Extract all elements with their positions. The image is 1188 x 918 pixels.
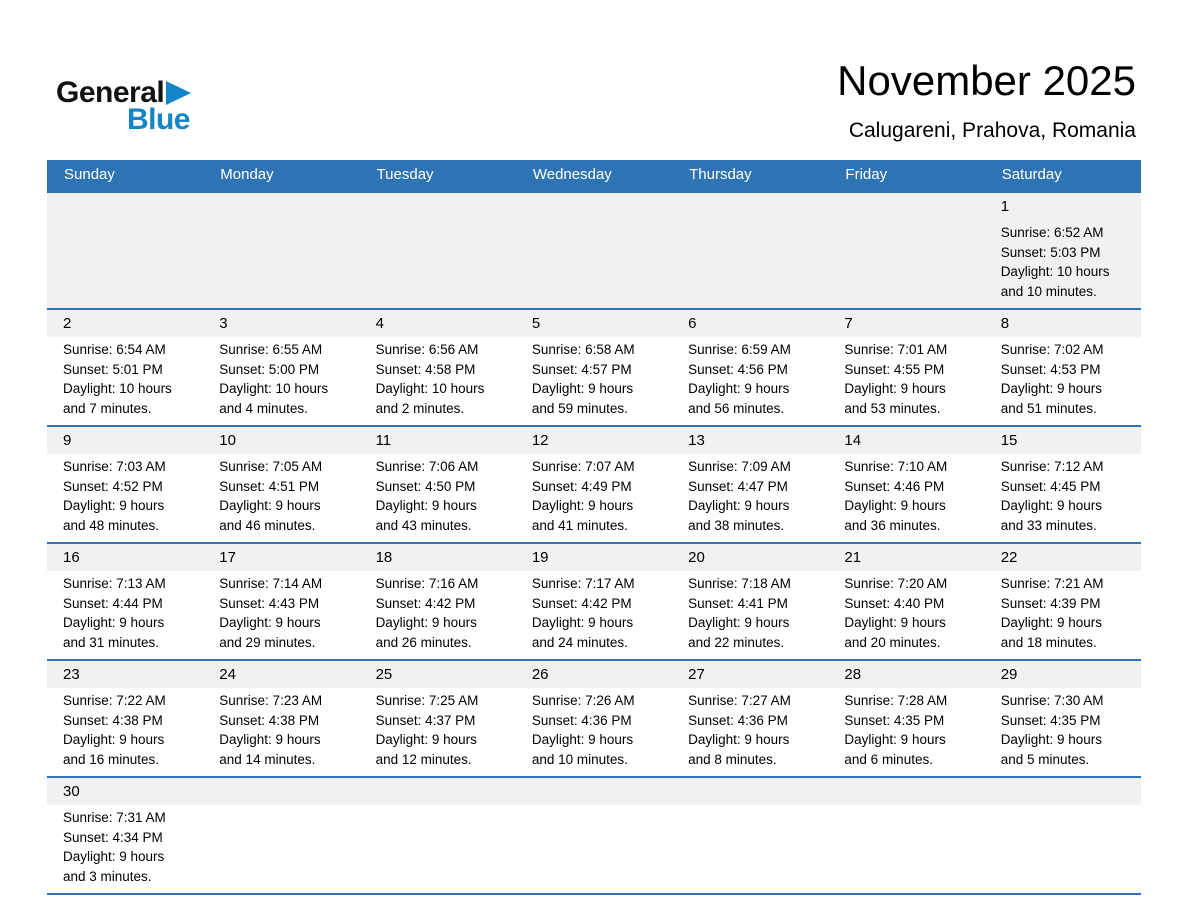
sunrise-text: Sunrise: 7:31 AM bbox=[63, 810, 166, 825]
day-number-strip bbox=[516, 427, 672, 454]
day-details bbox=[672, 571, 828, 659]
daylight-text: Daylight: 9 hours bbox=[1000, 381, 1102, 396]
day-number: 3 bbox=[219, 315, 228, 332]
day-number: 11 bbox=[375, 432, 392, 449]
daylight-text: and 51 minutes. bbox=[1000, 400, 1097, 416]
daylight-text: Daylight: 9 hours bbox=[1000, 498, 1102, 513]
daylight-text: Daylight: 9 hours bbox=[63, 498, 165, 513]
location-subtitle: Calugareni, Prahova, Romania bbox=[848, 119, 1136, 142]
daylight-text: and 4 minutes. bbox=[219, 400, 308, 416]
sunrise-text: Sunrise: 7:23 AM bbox=[219, 693, 323, 708]
sunrise-text: Sunrise: 7:16 AM bbox=[375, 576, 479, 591]
daylight-text: and 2 minutes. bbox=[375, 400, 465, 416]
day-cell bbox=[828, 309, 984, 426]
daylight-text: Daylight: 10 hours bbox=[375, 381, 485, 396]
day-number: 19 bbox=[531, 549, 549, 566]
weekday-saturday: Saturday bbox=[985, 160, 1141, 192]
daylight-text: and 43 minutes. bbox=[375, 517, 472, 533]
sunset-text: Sunset: 4:35 PM bbox=[1000, 712, 1101, 728]
day-number: 4 bbox=[375, 315, 384, 332]
empty-day-cell bbox=[360, 777, 516, 894]
daylight-text: Daylight: 9 hours bbox=[375, 498, 477, 513]
sunset-text: Sunset: 5:01 PM bbox=[63, 361, 163, 377]
daylight-text: and 31 minutes. bbox=[63, 634, 160, 650]
day-details bbox=[47, 337, 203, 425]
daylight-text: and 53 minutes. bbox=[844, 400, 941, 416]
day-number: 20 bbox=[688, 549, 705, 566]
day-number: 18 bbox=[375, 549, 393, 566]
day-details bbox=[828, 571, 984, 659]
sunset-text: Sunset: 4:50 PM bbox=[375, 478, 476, 494]
day-number-strip bbox=[47, 661, 203, 688]
day-number-strip bbox=[47, 778, 203, 805]
day-cell bbox=[360, 660, 516, 777]
day-number: 25 bbox=[375, 666, 393, 683]
day-number-strip bbox=[672, 427, 828, 454]
week-row-4 bbox=[47, 543, 1141, 660]
day-cell bbox=[516, 543, 672, 660]
day-number-strip bbox=[516, 661, 672, 688]
sunset-text: Sunset: 4:49 PM bbox=[531, 478, 632, 494]
generalblue-logo bbox=[56, 76, 190, 137]
sunset-text: Sunset: 4:45 PM bbox=[1000, 478, 1101, 494]
daylight-text: Daylight: 9 hours bbox=[688, 498, 790, 513]
week-row-6 bbox=[47, 777, 1141, 894]
day-number-strip bbox=[360, 661, 516, 688]
day-details bbox=[203, 337, 359, 425]
daylight-text: and 10 minutes. bbox=[531, 751, 628, 767]
sunset-text: Sunset: 4:40 PM bbox=[844, 595, 945, 611]
day-details bbox=[828, 337, 984, 425]
daylight-text: and 5 minutes. bbox=[1000, 751, 1090, 767]
daylight-text: and 8 minutes. bbox=[688, 751, 777, 767]
day-details bbox=[203, 454, 359, 542]
sunrise-text: Sunrise: 7:02 AM bbox=[1000, 342, 1104, 357]
day-number: 8 bbox=[1000, 315, 1010, 332]
day-cell bbox=[985, 192, 1141, 309]
daylight-text: Daylight: 9 hours bbox=[63, 849, 165, 864]
sunrise-text: Sunrise: 7:01 AM bbox=[844, 342, 948, 357]
day-number-strip bbox=[985, 661, 1141, 688]
sunrise-text: Sunrise: 6:54 AM bbox=[63, 342, 166, 357]
empty-day-cell bbox=[203, 192, 359, 309]
day-number-strip bbox=[985, 778, 1141, 805]
daylight-text: Daylight: 9 hours bbox=[531, 732, 634, 747]
day-cell bbox=[360, 543, 516, 660]
sunrise-text: Sunrise: 7:18 AM bbox=[688, 576, 791, 591]
daylight-text: and 26 minutes. bbox=[375, 634, 472, 650]
sunrise-text: Sunrise: 7:09 AM bbox=[688, 459, 791, 474]
daylight-text: Daylight: 9 hours bbox=[63, 615, 165, 630]
day-number-strip bbox=[47, 427, 203, 454]
daylight-text: Daylight: 9 hours bbox=[844, 498, 946, 513]
sunset-text: Sunset: 4:52 PM bbox=[63, 478, 163, 494]
calendar-table bbox=[47, 160, 1141, 895]
daylight-text: and 46 minutes. bbox=[219, 517, 316, 533]
day-number-strip bbox=[203, 544, 359, 571]
day-number: 24 bbox=[219, 666, 236, 683]
day-cell bbox=[828, 543, 984, 660]
day-cell bbox=[203, 660, 359, 777]
day-number: 16 bbox=[63, 549, 80, 566]
day-number-strip bbox=[203, 778, 359, 805]
day-number: 30 bbox=[63, 783, 80, 800]
day-number: 12 bbox=[531, 432, 549, 449]
logo-text-blue: Blue bbox=[126, 103, 190, 136]
sunset-text: Sunset: 4:43 PM bbox=[219, 595, 320, 611]
day-details bbox=[360, 688, 516, 776]
day-details bbox=[672, 688, 828, 776]
sunset-text: Sunset: 4:41 PM bbox=[688, 595, 788, 611]
sunrise-text: Sunrise: 7:12 AM bbox=[1000, 459, 1104, 474]
day-details bbox=[985, 337, 1141, 425]
sunrise-text: Sunrise: 6:52 AM bbox=[1000, 225, 1104, 240]
daylight-text: and 3 minutes. bbox=[63, 868, 152, 884]
day-number-strip bbox=[516, 310, 672, 337]
day-details bbox=[360, 571, 516, 659]
daylight-text: Daylight: 9 hours bbox=[688, 732, 790, 747]
day-cell bbox=[516, 309, 672, 426]
sunrise-text: Sunrise: 7:06 AM bbox=[375, 459, 479, 474]
sunrise-text: Sunrise: 7:20 AM bbox=[844, 576, 948, 591]
daylight-text: Daylight: 9 hours bbox=[219, 615, 321, 630]
sunrise-text: Sunrise: 6:58 AM bbox=[531, 342, 635, 357]
daylight-text: and 14 minutes. bbox=[219, 751, 316, 767]
day-details bbox=[203, 688, 359, 776]
daylight-text: Daylight: 9 hours bbox=[531, 381, 634, 396]
day-details bbox=[516, 454, 672, 542]
daylight-text: Daylight: 9 hours bbox=[1000, 732, 1102, 747]
sunrise-text: Sunrise: 7:22 AM bbox=[63, 693, 166, 708]
sunrise-text: Sunrise: 6:56 AM bbox=[375, 342, 479, 357]
empty-day-cell bbox=[360, 192, 516, 309]
sunset-text: Sunset: 4:47 PM bbox=[688, 478, 788, 494]
weekday-header-row bbox=[47, 160, 1141, 192]
sunrise-text: Sunrise: 7:07 AM bbox=[531, 459, 635, 474]
day-cell bbox=[203, 543, 359, 660]
day-number: 10 bbox=[219, 432, 236, 449]
logo-triangle-icon bbox=[166, 81, 191, 105]
day-number: 29 bbox=[1000, 666, 1018, 683]
sunrise-text: Sunrise: 7:14 AM bbox=[219, 576, 323, 591]
day-number-strip bbox=[672, 778, 828, 805]
day-details bbox=[360, 454, 516, 542]
daylight-text: Daylight: 9 hours bbox=[844, 381, 946, 396]
sunset-text: Sunset: 5:00 PM bbox=[219, 361, 320, 377]
daylight-text: Daylight: 9 hours bbox=[375, 615, 477, 630]
daylight-text: and 18 minutes. bbox=[1000, 634, 1097, 650]
day-number: 28 bbox=[844, 666, 862, 683]
daylight-text: Daylight: 9 hours bbox=[219, 498, 321, 513]
sunrise-text: Sunrise: 7:05 AM bbox=[219, 459, 323, 474]
daylight-text: and 24 minutes. bbox=[531, 634, 628, 650]
daylight-text: and 41 minutes. bbox=[531, 517, 628, 533]
empty-day-cell bbox=[203, 777, 359, 894]
daylight-text: Daylight: 9 hours bbox=[375, 732, 477, 747]
daylight-text: and 10 minutes. bbox=[1000, 283, 1097, 299]
daylight-text: and 16 minutes. bbox=[63, 751, 160, 767]
day-details bbox=[985, 688, 1141, 776]
week-row-3 bbox=[47, 426, 1141, 543]
day-cell bbox=[47, 543, 203, 660]
day-number-strip bbox=[828, 661, 984, 688]
sunrise-text: Sunrise: 7:26 AM bbox=[531, 693, 635, 708]
day-details bbox=[985, 220, 1141, 308]
weekday-tuesday: Tuesday bbox=[360, 160, 516, 192]
daylight-text: and 7 minutes. bbox=[63, 400, 152, 416]
day-cell bbox=[828, 660, 984, 777]
daylight-text: and 56 minutes. bbox=[688, 400, 785, 416]
logo-text-general: General bbox=[56, 76, 165, 109]
week-row-5 bbox=[47, 660, 1141, 777]
weekday-sunday: Sunday bbox=[47, 160, 203, 192]
day-details bbox=[47, 805, 203, 893]
daylight-text: Daylight: 9 hours bbox=[688, 381, 790, 396]
sunset-text: Sunset: 4:42 PM bbox=[531, 595, 632, 611]
empty-day-cell bbox=[516, 777, 672, 894]
sunset-text: Sunset: 4:46 PM bbox=[844, 478, 945, 494]
day-cell bbox=[203, 309, 359, 426]
day-number: 2 bbox=[63, 315, 72, 332]
daylight-text: and 33 minutes. bbox=[1000, 517, 1097, 533]
day-details bbox=[360, 337, 516, 425]
day-number-strip bbox=[516, 544, 672, 571]
day-details bbox=[47, 688, 203, 776]
day-number-strip bbox=[47, 310, 203, 337]
empty-day-cell bbox=[985, 777, 1141, 894]
weekday-monday: Monday bbox=[203, 160, 359, 192]
day-cell bbox=[47, 309, 203, 426]
weekday-friday: Friday bbox=[828, 160, 984, 192]
daylight-text: Daylight: 10 hours bbox=[1000, 264, 1110, 279]
title-block bbox=[837, 58, 1136, 143]
sunset-text: Sunset: 4:51 PM bbox=[219, 478, 320, 494]
day-number: 27 bbox=[688, 666, 705, 683]
day-number-strip bbox=[828, 778, 984, 805]
sunset-text: Sunset: 4:34 PM bbox=[63, 829, 163, 845]
sunrise-text: Sunrise: 7:13 AM bbox=[63, 576, 166, 591]
daylight-text: and 38 minutes. bbox=[688, 517, 785, 533]
daylight-text: Daylight: 9 hours bbox=[531, 615, 634, 630]
sunset-text: Sunset: 4:38 PM bbox=[63, 712, 163, 728]
day-number-strip bbox=[360, 427, 516, 454]
sunset-text: Sunset: 4:44 PM bbox=[63, 595, 163, 611]
day-number-strip bbox=[203, 310, 359, 337]
daylight-text: Daylight: 9 hours bbox=[688, 615, 790, 630]
sunset-text: Sunset: 4:56 PM bbox=[688, 361, 788, 377]
empty-day-cell bbox=[828, 192, 984, 309]
sunset-text: Sunset: 4:38 PM bbox=[219, 712, 320, 728]
day-number-strip bbox=[828, 310, 984, 337]
day-number: 17 bbox=[219, 549, 236, 566]
day-details bbox=[516, 337, 672, 425]
day-number-strip bbox=[47, 544, 203, 571]
sunset-text: Sunset: 5:03 PM bbox=[1000, 244, 1101, 260]
day-details bbox=[985, 454, 1141, 542]
day-details bbox=[672, 337, 828, 425]
day-cell bbox=[516, 660, 672, 777]
month-title: November 2025 bbox=[837, 57, 1136, 104]
daylight-text: Daylight: 9 hours bbox=[219, 732, 321, 747]
daylight-text: Daylight: 9 hours bbox=[1000, 615, 1102, 630]
daylight-text: and 59 minutes. bbox=[531, 400, 628, 416]
empty-day-cell bbox=[672, 777, 828, 894]
daylight-text: and 22 minutes. bbox=[688, 634, 785, 650]
daylight-text: and 48 minutes. bbox=[63, 517, 160, 533]
sunset-text: Sunset: 4:53 PM bbox=[1000, 361, 1101, 377]
daylight-text: Daylight: 10 hours bbox=[219, 381, 329, 396]
day-details bbox=[47, 571, 203, 659]
day-cell bbox=[985, 543, 1141, 660]
day-number-strip bbox=[360, 310, 516, 337]
daylight-text: and 36 minutes. bbox=[844, 517, 941, 533]
day-number: 13 bbox=[688, 432, 705, 449]
day-details bbox=[985, 571, 1141, 659]
day-details bbox=[672, 454, 828, 542]
day-details bbox=[516, 688, 672, 776]
day-cell bbox=[828, 426, 984, 543]
sunrise-text: Sunrise: 6:55 AM bbox=[219, 342, 323, 357]
day-cell bbox=[985, 660, 1141, 777]
sunrise-text: Sunrise: 7:28 AM bbox=[844, 693, 948, 708]
daylight-text: and 29 minutes. bbox=[219, 634, 316, 650]
day-cell bbox=[672, 660, 828, 777]
day-cell bbox=[672, 543, 828, 660]
daylight-text: Daylight: 10 hours bbox=[63, 381, 172, 396]
day-details bbox=[828, 688, 984, 776]
day-details bbox=[47, 454, 203, 542]
sunrise-text: Sunrise: 7:25 AM bbox=[375, 693, 479, 708]
day-number-strip bbox=[203, 427, 359, 454]
day-cell bbox=[672, 426, 828, 543]
day-number-strip bbox=[672, 544, 828, 571]
day-cell bbox=[360, 426, 516, 543]
day-number-strip bbox=[203, 661, 359, 688]
day-number-strip bbox=[828, 544, 984, 571]
empty-day-cell bbox=[672, 192, 828, 309]
sunset-text: Sunset: 4:36 PM bbox=[688, 712, 788, 728]
sunrise-text: Sunrise: 7:30 AM bbox=[1000, 693, 1104, 708]
day-cell bbox=[516, 426, 672, 543]
page-header bbox=[0, 0, 1188, 143]
sunset-text: Sunset: 4:39 PM bbox=[1000, 595, 1101, 611]
week-row-1 bbox=[47, 192, 1141, 309]
day-number: 21 bbox=[844, 549, 862, 566]
sunrise-text: Sunrise: 7:21 AM bbox=[1000, 576, 1104, 591]
day-number-strip bbox=[360, 778, 516, 805]
daylight-text: Daylight: 9 hours bbox=[844, 615, 946, 630]
day-details bbox=[203, 571, 359, 659]
sunset-text: Sunset: 4:37 PM bbox=[375, 712, 476, 728]
daylight-text: Daylight: 9 hours bbox=[844, 732, 946, 747]
day-cell bbox=[985, 309, 1141, 426]
weekday-thursday: Thursday bbox=[672, 160, 828, 192]
day-number: 9 bbox=[63, 432, 72, 449]
day-cell bbox=[985, 426, 1141, 543]
sunrise-text: Sunrise: 7:10 AM bbox=[844, 459, 948, 474]
day-number: 6 bbox=[688, 315, 697, 332]
day-details bbox=[828, 454, 984, 542]
day-cell bbox=[672, 309, 828, 426]
day-cell bbox=[47, 660, 203, 777]
day-cell bbox=[203, 426, 359, 543]
sunset-text: Sunset: 4:35 PM bbox=[844, 712, 945, 728]
day-number: 7 bbox=[844, 315, 853, 332]
sunset-text: Sunset: 4:55 PM bbox=[844, 361, 945, 377]
day-cell bbox=[47, 426, 203, 543]
day-details bbox=[516, 571, 672, 659]
empty-day-cell bbox=[47, 192, 203, 309]
sunset-text: Sunset: 4:57 PM bbox=[531, 361, 632, 377]
daylight-text: and 20 minutes. bbox=[844, 634, 941, 650]
daylight-text: and 12 minutes. bbox=[375, 751, 472, 767]
sunrise-text: Sunrise: 7:27 AM bbox=[688, 693, 791, 708]
sunrise-text: Sunrise: 7:17 AM bbox=[531, 576, 635, 591]
day-number: 23 bbox=[63, 666, 80, 683]
day-number: 5 bbox=[531, 315, 541, 332]
day-number-strip bbox=[985, 427, 1141, 454]
day-number-strip bbox=[985, 193, 1141, 220]
sunrise-text: Sunrise: 7:03 AM bbox=[63, 459, 166, 474]
sunrise-text: Sunrise: 6:59 AM bbox=[688, 342, 791, 357]
day-number: 22 bbox=[1000, 549, 1018, 566]
day-number-strip bbox=[672, 310, 828, 337]
daylight-text: Daylight: 9 hours bbox=[531, 498, 634, 513]
day-number-strip bbox=[828, 427, 984, 454]
empty-day-cell bbox=[516, 192, 672, 309]
day-number-strip bbox=[985, 310, 1141, 337]
daylight-text: Daylight: 9 hours bbox=[63, 732, 165, 747]
day-number: 15 bbox=[1000, 432, 1018, 449]
sunset-text: Sunset: 4:42 PM bbox=[375, 595, 476, 611]
sunset-text: Sunset: 4:58 PM bbox=[375, 361, 476, 377]
empty-day-cell bbox=[828, 777, 984, 894]
day-number: 1 bbox=[1000, 198, 1010, 215]
day-number-strip bbox=[360, 544, 516, 571]
day-number-strip bbox=[985, 544, 1141, 571]
weekday-wednesday: Wednesday bbox=[516, 160, 672, 192]
day-cell bbox=[360, 309, 516, 426]
week-row-2 bbox=[47, 309, 1141, 426]
day-number: 14 bbox=[844, 432, 862, 449]
day-cell bbox=[47, 777, 203, 894]
day-number-strip bbox=[516, 778, 672, 805]
day-number-strip bbox=[672, 661, 828, 688]
daylight-text: and 6 minutes. bbox=[844, 751, 933, 767]
sunset-text: Sunset: 4:36 PM bbox=[531, 712, 632, 728]
day-number: 26 bbox=[531, 666, 549, 683]
